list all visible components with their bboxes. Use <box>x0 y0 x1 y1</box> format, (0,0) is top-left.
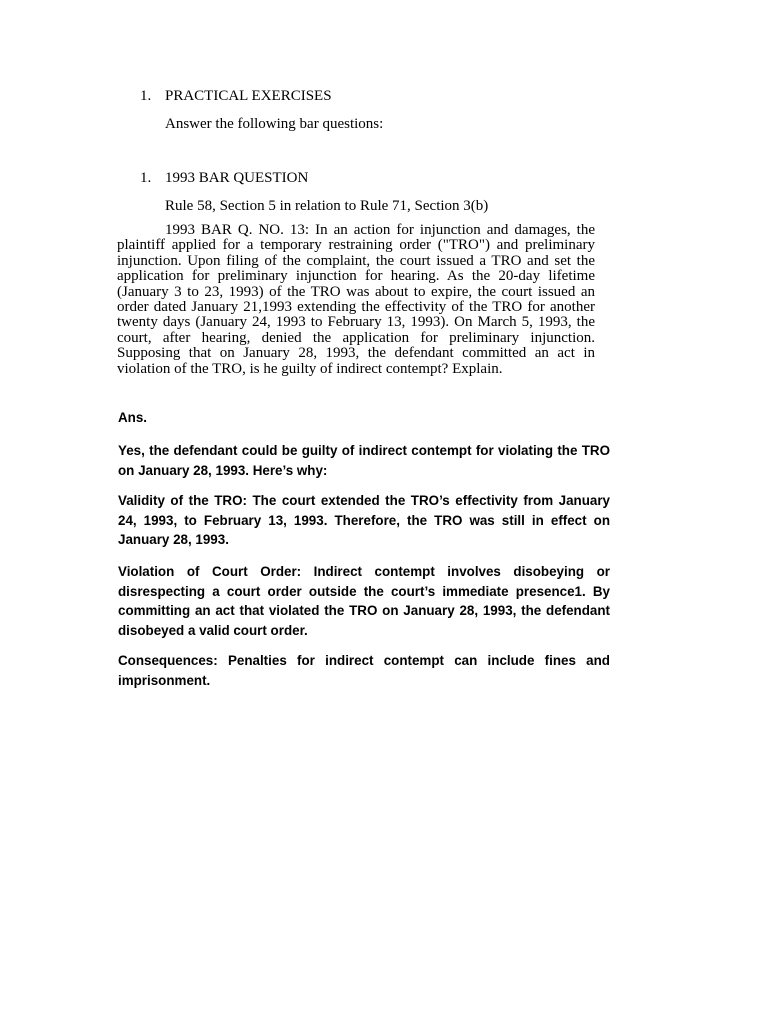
answer-paragraph: Consequences: Penalties for indirect contempt can include fines and imprisonment. <box>118 653 610 688</box>
section-1-title: PRACTICAL EXERCISES <box>165 88 332 104</box>
section-2-number: 1. <box>140 170 152 186</box>
answer-paragraph: Validity of the TRO: The court extended the TRO’s effectivity from January 24, 1993, to February 13, 1993. Therefore, the TRO was still in effect on January 28, 1993. <box>118 493 610 547</box>
bar-question-text: 1993 BAR Q. NO. 13: In an action for injunction and damages, the plaintiff applied for a temporary restraining order ("TRO") and preliminary injunction. Upon filing of the complaint, the court issued a TRO and set the application for preliminary injunction for hearing. As the 20-day lifetime (January 3 to 23, 1993) of the TRO was about to expire, the court issued an order dated January 21,1993 extending the effectivity of the TRO for another twenty days (January 24, 1993 to February 13, 1993). On March 5, 1993, the court, after hearing, denied the application for preliminary injunction. Supposing that on January 28, 1993, the defendant committed an act in violation of the TRO, is he guilty of indirect contempt? Explain. <box>117 222 595 377</box>
answer-paragraph: Yes, the defendant could be guilty of indirect contempt for violating the TRO on January 28, 1993. Here’s why: <box>118 443 610 478</box>
answer-label: Ans. <box>118 410 148 425</box>
rule-reference: Rule 58, Section 5 in relation to Rule 71, Section 3(b) <box>165 198 489 214</box>
section-1-number: 1. <box>140 88 152 104</box>
answer-paragraph: Violation of Court Order: Indirect contempt involves disobeying or disrespecting a court order outside the court’s immediate presence1. By committing an act that violated the TRO on January 28, 1993, the defendant disobeyed a valid court order. <box>118 564 610 638</box>
section-2-title: 1993 BAR QUESTION <box>165 170 309 186</box>
section-1-instruction: Answer the following bar questions: <box>165 116 384 132</box>
